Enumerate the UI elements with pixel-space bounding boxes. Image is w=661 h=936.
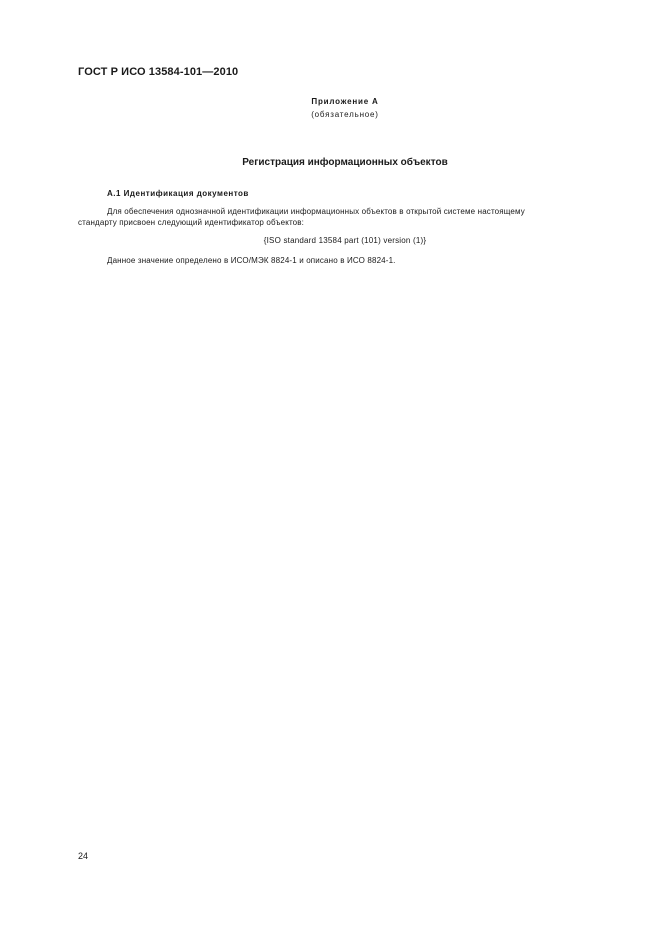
paragraph-line: Для обеспечения однозначной идентификации информационных объектов в открытой системе настоящему	[107, 207, 525, 216]
appendix-heading	[240, 95, 450, 121]
subsection-heading: А.1 Идентификация документов	[107, 189, 249, 198]
paragraph-line: стандарту присвоен следующий идентификатор объектов:	[78, 218, 305, 227]
appendix-status: (обязательное)	[311, 110, 379, 119]
paragraph-reference: Данное значение определено в ИСО/МЭК 8824-1 и описано в ИСО 8824-1.	[107, 256, 396, 265]
standard-code-header: ГОСТ Р ИСО 13584-101—2010	[78, 66, 239, 78]
object-identifier: {ISO standard 13584 part (101) version (1)}	[263, 236, 427, 245]
page-number: 24	[78, 851, 89, 861]
paragraph-identification	[78, 206, 618, 228]
section-title: Регистрация информационных объектов	[242, 157, 448, 168]
appendix-title: Приложение А	[311, 97, 379, 106]
